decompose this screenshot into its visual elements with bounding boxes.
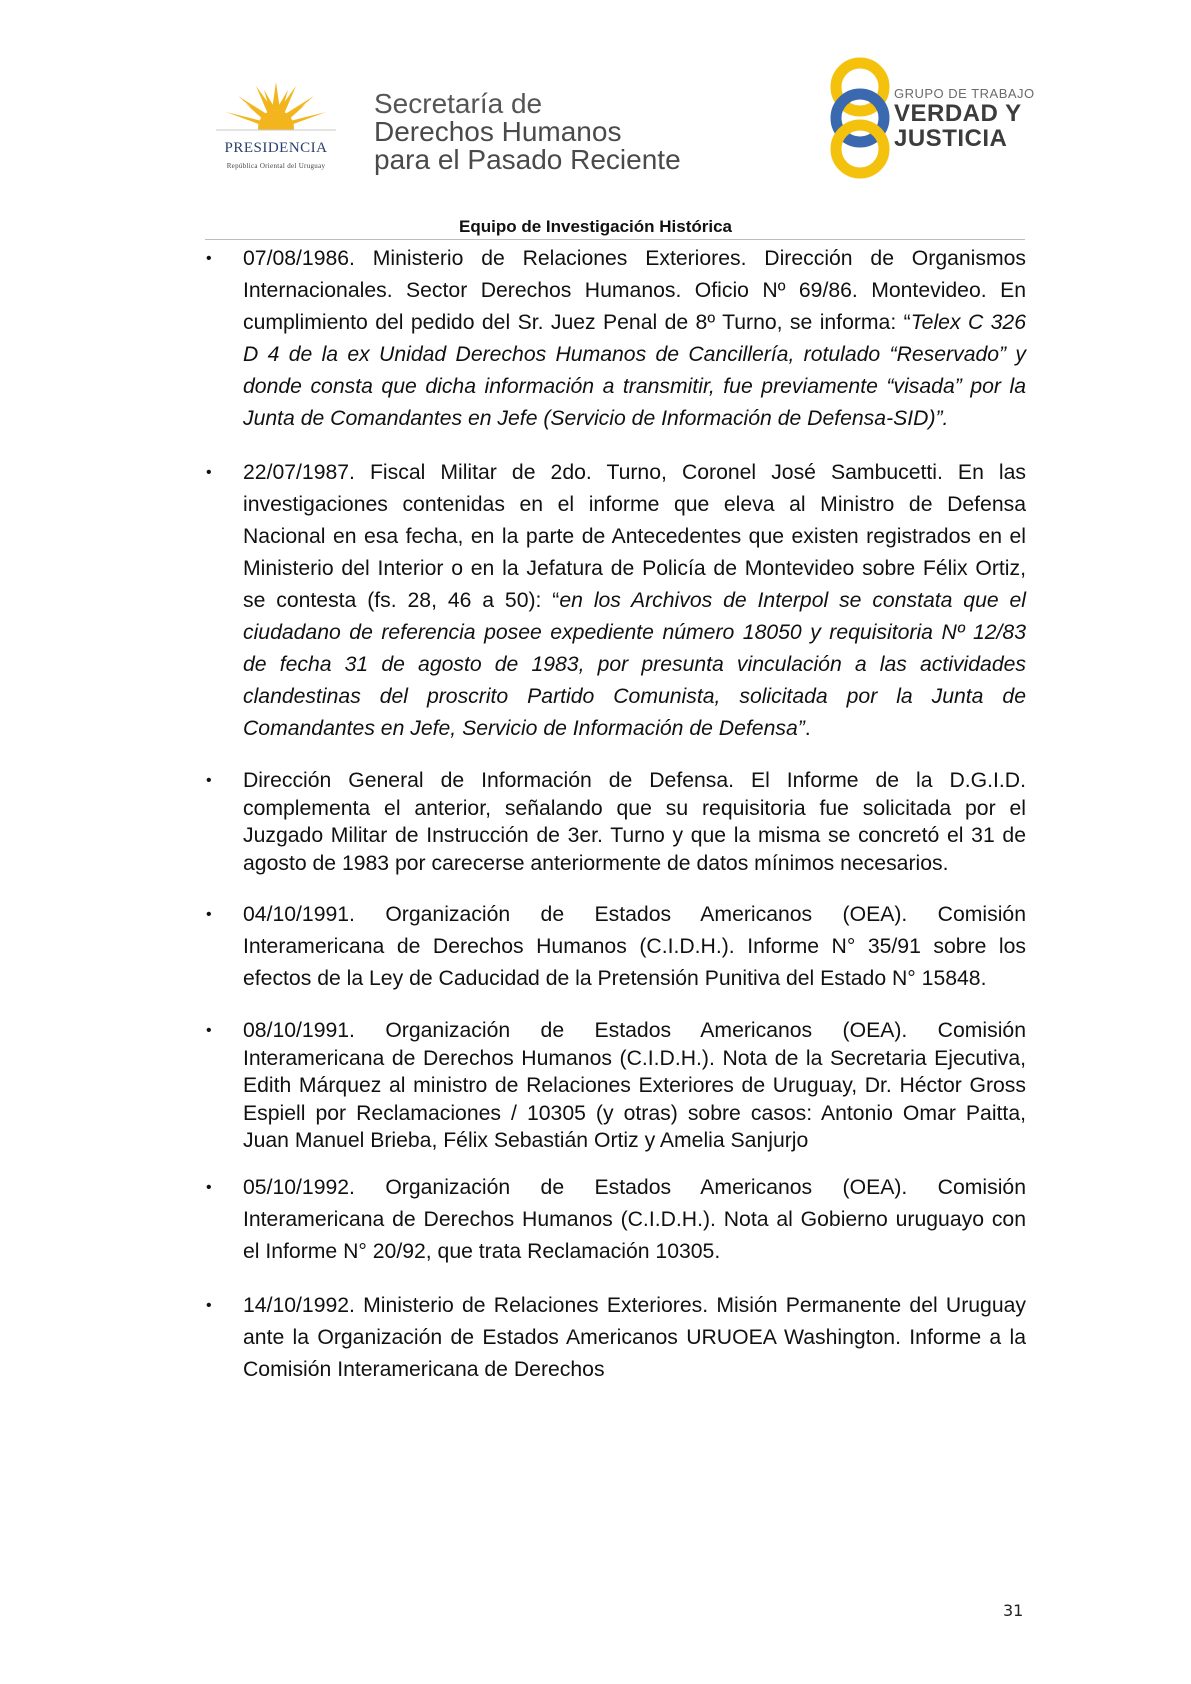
secretaria-line-1: Secretaría de <box>374 88 543 119</box>
grupo-verdad-justicia <box>894 86 1035 151</box>
grupo-label: GRUPO DE TRABAJO <box>894 86 1035 101</box>
list-item <box>206 899 1026 995</box>
list-item <box>206 1017 1026 1155</box>
record-list <box>206 243 1026 1386</box>
secretaria-line-2: Derechos Humanos <box>374 116 622 147</box>
item-text: 07/08/1986. Ministerio de Relaciones Exteriores. Dirección de Organismos Internacionales. Sector Derechos Humanos. Oficio Nº 69/86. Montevideo. En cumplimiento del pedido del Sr. Juez Penal de 8º Turno, se informa: “ <box>243 247 1026 334</box>
bullet-icon: • <box>206 1022 212 1039</box>
header-divider <box>205 239 1025 240</box>
item-text: 22/07/1987. Fiscal Militar de 2do. Turno, Coronel José Sambucetti. En las investigaciones contenidas en el informe que eleva al Ministro de Defensa Nacional en esa fecha, en la parte de Antecedentes que existen registrados en el Ministerio del Interior o en la Jefatura de Policía de Montevideo sobre Félix Ortiz, se contesta (fs. 28, 46 a 50): “ <box>243 461 1026 612</box>
bullet-icon: • <box>206 772 212 789</box>
presidencia-name: PRESIDENCIA <box>224 140 328 156</box>
item-text: 05/10/1992. Organización de Estados Americanos (OEA). Comisión Interamericana de Derechos Humanos (C.I.D.H.). Nota al Gobierno uruguayo con el Informe N° 20/92, que trata Reclamación 10305. <box>243 1175 1026 1263</box>
presidencia-subtitle: República Oriental del Uruguay <box>226 162 326 170</box>
item-quote: Telex C 326 D 4 de la ex Unidad Derechos Humanos de Cancillería, rotulado “Reservado” y donde consta que dicha información a transmitir, fue previamente “visada” por la Junta de Comandantes en Jefe (Servicio de Información de Defensa-SID)”. <box>243 311 1026 430</box>
secretaria-title <box>374 90 681 174</box>
justicia-label: JUSTICIA <box>894 125 1008 152</box>
list-item <box>206 457 1026 745</box>
bullet-icon: • <box>206 250 212 267</box>
team-heading: Equipo de Investigación Histórica <box>459 217 732 236</box>
item-quote: en los Archivos de Interpol se constata que el ciudadano de referencia posee expediente número 18050 y requisitoria Nº 12/83 de fecha 31 de agosto de 1983, por presunta vinculación a las actividades clandestinas del proscrito Partido Comunista, solicitada por la Junta de Comandantes en Jefe, Servicio de Información de Defensa” <box>243 589 1026 740</box>
secretaria-line-3: para el Pasado Reciente <box>374 144 681 175</box>
list-item <box>206 1290 1026 1386</box>
bullet-icon: • <box>206 1178 212 1196</box>
item-text: Dirección General de Información de Defensa. El Informe de la D.G.I.D. complementa el anterior, señalando que su requisitoria fue solicitada por el Juzgado Militar de Instrucción de 3er. Turno y que la misma se concretó el 31 de agosto de 1983 por carecerse anteriormente de datos mínimos necesarios. <box>243 769 1026 875</box>
sun-icon <box>196 80 356 140</box>
item-text: 14/10/1992. Ministerio de Relaciones Exteriores. Misión Permanente del Uruguay ante la Organización de Estados Americanos URUOEA Washington. Informe a la Comisión Interamericana de Derechos <box>243 1293 1026 1381</box>
page-number: 31 <box>1003 1601 1024 1620</box>
bullet-icon: • <box>206 906 212 923</box>
page-header <box>0 0 1191 215</box>
bullet-icon: • <box>206 1296 212 1314</box>
list-item <box>206 1172 1026 1268</box>
item-text: 04/10/1991. Organización de Estados Americanos (OEA). Comisión Interamericana de Derechos Humanos (C.I.D.H.). Informe N° 35/91 sobre los efectos de la Ley de Caducidad de la Pretensión Punitiva del Estado N° 15848. <box>243 903 1026 990</box>
verdad-label: VERDAD Y <box>894 100 1022 127</box>
list-item <box>206 243 1026 435</box>
bullet-icon: • <box>206 464 212 481</box>
list-item <box>206 767 1026 877</box>
item-text: 08/10/1991. Organización de Estados Americanos (OEA). Comisión Interamericana de Derechos Humanos (C.I.D.H.). Nota de la Secretaria Ejecutiva, Edith Márquez al ministro de Relaciones Exteriores de Uruguay, Dr. Héctor Gross Espiell por Reclamaciones / 10305 (y otras) sobre casos: Antonio Omar Paitta, Juan Manuel Brieba, Félix Sebastián Ortiz y Amelia Sanjurjo <box>243 1019 1026 1152</box>
presidencia-logo <box>196 80 356 180</box>
item-text-end: . <box>804 717 811 740</box>
